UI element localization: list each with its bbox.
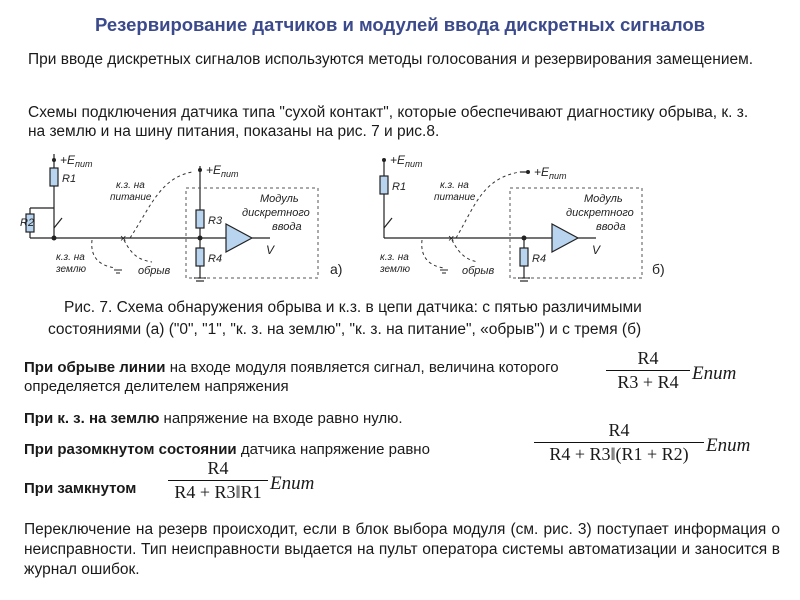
svg-text:×: ×	[448, 233, 455, 245]
razomk-paragraph	[24, 440, 524, 459]
obryv-label-a: обрыв	[138, 265, 171, 277]
razomk-bold: При разомкнутом состоянии	[24, 441, 237, 458]
formula1-denominator: R3 + R4	[617, 372, 679, 392]
zamk-paragraph	[24, 479, 136, 498]
kz-pitanie-b-l1: к.з. на	[440, 180, 469, 191]
kz-paragraph	[24, 409, 584, 428]
epit-label-a2: $+E_{пит}$	[206, 163, 239, 179]
page-title: Резервирование датчиков и модулей ввода дискретных сигналов	[94, 14, 706, 35]
schemes-paragraph: Схемы подключения датчика типа "сухой контакт", которые обеспечивают диагностику обрыва, к. з. на землю и на шину питания, показаны на рис. 7 и рис.8.	[28, 104, 749, 140]
circuit-diagram-a	[20, 148, 350, 283]
obryv-rest: на входе модуля появляется сигнал, величина которого определяется делителем напряжения	[24, 359, 559, 395]
formula-zamk	[168, 458, 368, 514]
module-label-a-l1: Модуль	[260, 193, 299, 205]
r2-label-a: R2	[20, 217, 35, 229]
module-label-a-l3: ввода	[272, 221, 302, 233]
caption-line-2: состояниями (а) ("0", "1", "к. з. на землю", "к. з. на питание", «обрыв") и с тремя (б)	[48, 321, 642, 338]
r1-label-b: R1	[392, 181, 407, 193]
module-label-b-l1: Модуль	[584, 193, 623, 205]
circuit-diagram-b	[370, 148, 670, 283]
obryv-label-b: обрыв	[462, 265, 495, 277]
diagram-a-label: а)	[330, 261, 343, 277]
kz-pitanie-a-l1: к.з. на	[116, 180, 145, 191]
r1-label-a: R1	[62, 173, 77, 185]
formula2-denominator: R4 + R3‖(R1 + R2)	[549, 444, 689, 464]
module-label-b-l2: дискретного	[566, 207, 634, 219]
formula3-numerator: R4	[207, 458, 229, 478]
zamk-bold: При замкнутом	[24, 480, 137, 497]
kz-zemlyu-a-l2: землю	[56, 264, 86, 275]
formula2-mult: Eпит	[706, 435, 751, 456]
kz-zemlyu-b-l2: землю	[380, 264, 410, 275]
caption-line-1: Рис. 7. Схема обнаружения обрыва и к.з. в цепи датчика: с пятью различимыми	[64, 299, 642, 316]
r4-label-a: R4	[208, 253, 223, 265]
formula3-denominator: R4 + R3‖R1	[174, 482, 262, 502]
module-label-b-l3: ввода	[596, 221, 626, 233]
obryv-bold: При обрыве линии	[24, 359, 166, 376]
kz-zemlyu-a-l1: к.з. на	[56, 252, 85, 263]
epit-label-a1: $+E_{пит}$	[60, 153, 93, 169]
r3-label-a: R3	[208, 215, 223, 227]
kz-rest: напряжение на входе равно нулю.	[159, 410, 403, 427]
r4-label-b: R4	[532, 253, 547, 265]
intro-paragraph: При вводе дискретных сигналов используются методы голосования и резервирования замещением.	[28, 51, 754, 68]
kz-bold: При к. з. на землю	[24, 410, 160, 427]
formula-razomk	[534, 420, 774, 476]
figure-caption	[48, 297, 788, 341]
kz-zemlyu-b-l1: к.з. на	[380, 252, 409, 263]
epit-label-b1: $+E_{пит}$	[390, 153, 423, 169]
module-label-a-l2: дискретного	[242, 207, 310, 219]
v-label-b: V	[592, 243, 601, 257]
svg-text:×: ×	[120, 233, 127, 245]
razomk-rest: датчика напряжение равно	[236, 441, 430, 458]
kz-pitanie-b-l2: питание	[434, 192, 476, 203]
kz-pitanie-a-l2: питание	[110, 192, 152, 203]
switch-paragraph: Переключение на резерв происходит, если в блок выбора модуля (см. рис. 3) поступает информация о неисправности. Тип неисправности выдается на пульт оператора системы автоматизации и заносится в журнал ошибок.	[24, 521, 780, 578]
formula2-numerator: R4	[608, 420, 630, 440]
epit-label-b2: $+E_{пит}$	[534, 165, 567, 181]
v-label-a: V	[266, 243, 275, 257]
formula1-numerator: R4	[637, 348, 659, 368]
obryv-paragraph	[24, 358, 584, 396]
formula-obryv	[606, 348, 756, 404]
formula3-mult: Eпит	[270, 473, 315, 494]
diagram-b-label: б)	[652, 261, 665, 277]
formula1-mult: Eпит	[692, 363, 737, 384]
